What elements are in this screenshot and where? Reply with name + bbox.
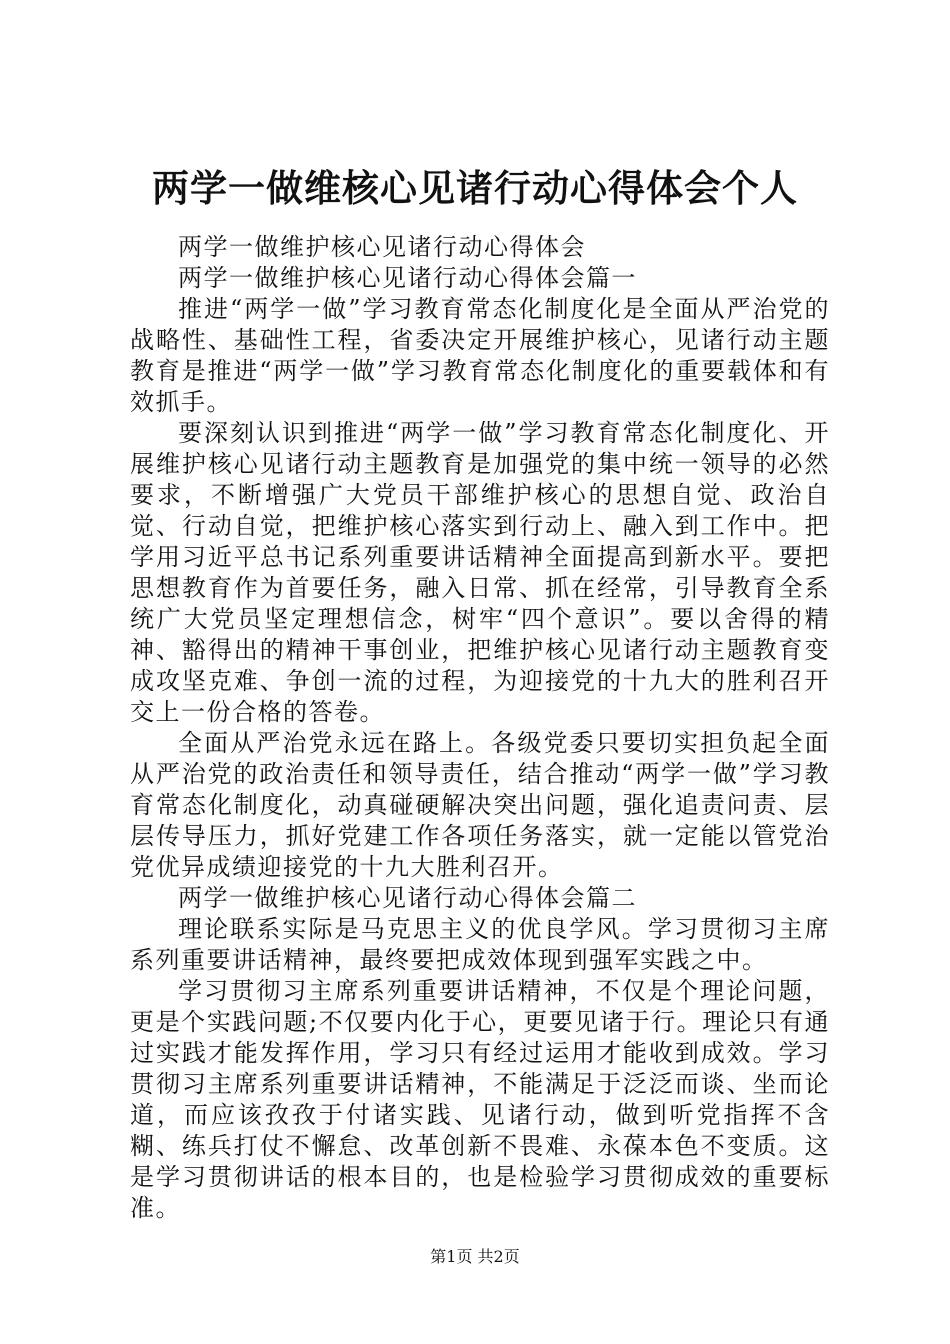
document-body xyxy=(130,232,830,1224)
document-title: 两学一做维核心见诸行动心得体会个人 xyxy=(152,167,798,210)
body-paragraph: 推进“两学一做”学习教育常态化制度化是全面从严治党的战略性、基础性工程，省委决定开展维护核心，见诸行动主题教育是推进“两学一做”学习教育常态化制度化的重要载体和有效抓手。 xyxy=(130,295,830,416)
body-paragraph: 全面从严治党永远在路上。各级党委只要切实担负起全面从严治党的政治责任和领导责任，结合推动“两学一做”学习教育常态化制度化，动真碰硬解决突出问题，强化追责问责、层层传导压力，抓好党建工作各项任务落实，就一定能以管党治党优异成绩迎接党的十九大胜利召开。 xyxy=(130,729,830,881)
body-paragraph: 理论联系实际是马克思主义的优良学风。学习贯彻习主席系列重要讲话精神，最终要把成效体现到强军实践之中。 xyxy=(130,915,830,974)
section-heading-2: 两学一做维护核心见诸行动心得体会篇二 xyxy=(178,884,637,912)
page-footer: 第1页 共2页 xyxy=(430,1247,520,1266)
body-paragraph: 要深刻认识到推进“两学一做”学习教育常态化制度化、开展维护核心见诸行动主题教育是加强党的集中统一领导的必然要求，不断增强广大党员干部维护核心的思想自觉、政治自觉、行动自觉，把维护核心落实到行动上、融入到工作中。把学用习近平总书记系列重要讲话精神全面提高到新水平。要把思想教育作为首要任务，融入日常、抓在经常，引导教育全系统广大党员坚定理想信念，树牢“四个意识”。要以舍得的精神、豁得出的精神干事创业，把维护核心见诸行动主题教育变成攻坚克难、争创一流的过程，为迎接党的十九大的胜利召开交上一份合格的答卷。 xyxy=(130,419,830,726)
section-heading-1: 两学一做维护核心见诸行动心得体会篇一 xyxy=(178,264,637,292)
subtitle-line: 两学一做维护核心见诸行动心得体会 xyxy=(178,233,586,261)
body-paragraph: 学习贯彻习主席系列重要讲话精神，不仅是个理论问题，更是个实践问题;不仅要内化于心，更要见诸于行。理论只有通过实践才能发挥作用，学习只有经过运用才能收到成效。学习贯彻习主席系列重要讲话精神，不能满足于泛泛而谈、坐而论道，而应该孜孜于付诸实践、见诸行动，做到听党指挥不含糊、练兵打仗不懈怠、改革创新不畏难、永葆本色不变质。这是学习贯彻讲话的根本目的，也是检验学习贯彻成效的重要标准。 xyxy=(130,977,830,1222)
